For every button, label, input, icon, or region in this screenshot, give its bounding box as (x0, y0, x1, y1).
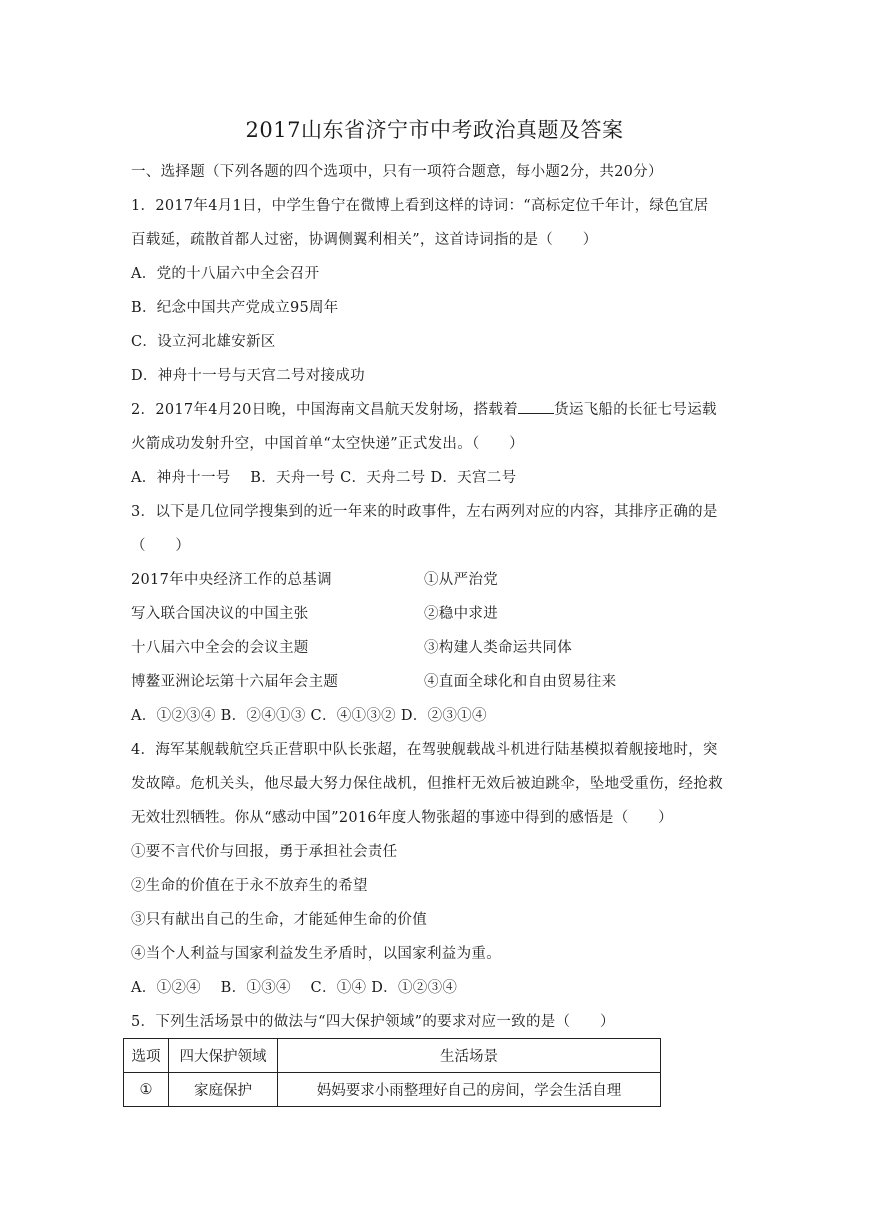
q3-pair-right: ①从严治党 (424, 572, 498, 588)
q4-options: A．①②④ B．①③④ C．①④ D．①②③④ (131, 980, 458, 996)
q3-pair-row (131, 602, 309, 623)
page-title: 2017山东省济宁市中考政治真题及答案 (245, 118, 624, 142)
q3-pair-row (131, 670, 338, 691)
q4-stem-line3: 无效壮烈牺牲。你从“感动中国”2016年度人物张超的事迹中得到的感悟是（ ） (131, 810, 673, 826)
q4-statement-1: ①要不言代价与回报，勇于承担社会责任 (131, 844, 398, 860)
table-cell: ① (124, 1073, 169, 1107)
q3-pair-left: 博鳌亚洲论坛第十六届年会主题 (131, 674, 339, 690)
q3-pair-right: ③构建人类命运共同体 (424, 640, 572, 656)
answer-blank (518, 401, 554, 414)
q4-stem-line1: 4．海军某舰载航空兵正营职中队长张超，在驾驶舰载战斗机进行陆基模拟着舰接地时，突 (131, 742, 718, 758)
q1-option-a: A．党的十八届六中全会召开 (131, 266, 320, 282)
table-header: 选项 (124, 1039, 169, 1073)
q1-option-c: C．设立河北雄安新区 (131, 334, 276, 350)
q3-pair-row (131, 568, 332, 589)
q2-stem-part2: 货运飞船的长征七号运载 (554, 402, 717, 418)
table-header-row (124, 1039, 661, 1073)
q4-statement-4: ④当个人利益与国家利益发生矛盾时，以国家利益为重。 (131, 946, 501, 962)
q3-pair-right: ④直面全球化和自由贸易往来 (424, 674, 617, 690)
q3-pair-left: 写入联合国决议的中国主张 (131, 606, 309, 622)
q5-stem: 5．下列生活场景中的做法与“四大保护领域”的要求对应一致的是（ ） (131, 1014, 615, 1030)
q1-option-b: B．纪念中国共产党成立95周年 (131, 300, 339, 316)
q4-stem-line2: 发故障。危机关头，他尽最大努力保住战机，但推杆无效后被迫跳伞，坠地受重伤，经抢救 (131, 776, 723, 792)
q3-pair-left: 十八届六中全会的会议主题 (131, 640, 309, 656)
table-cell: 家庭保护 (169, 1073, 278, 1107)
q3-stem-line2: （ ） (131, 538, 191, 554)
q3-pair-left: 2017年中央经济工作的总基调 (131, 572, 332, 588)
table-header: 四大保护领域 (169, 1039, 278, 1073)
q1-stem-line2: 百载延，疏散首都人过密，协调侧翼利相关”，这首诗词指的是（ ） (131, 232, 598, 248)
q4-statement-2: ②生命的价值在于永不放弃生的希望 (131, 878, 368, 894)
q4-statement-3: ③只有献出自己的生命，才能延伸生命的价值 (131, 912, 427, 928)
q5-table (123, 1038, 661, 1107)
q2-stem-part1: 2．2017年4月20日晚，中国海南文昌航天发射场，搭载着 (131, 402, 519, 418)
section-heading: 一、选择题（下列各题的四个选项中，只有一项符合题意，每小题2分，共20分） (131, 164, 663, 180)
table-header: 生活场景 (278, 1039, 661, 1073)
q3-pair-right: ②稳中求进 (424, 606, 498, 622)
q2-stem-line2: 火箭成功发射升空，中国首单“太空快递”正式发出。（ ） (131, 436, 524, 452)
table-row (124, 1073, 661, 1107)
q2-options: A．神舟十一号 B．天舟一号 C．天舟二号 D．天宫二号 (131, 470, 517, 486)
q3-options: A．①②③④ B．②④①③ C．④①③② D．②③①④ (131, 708, 487, 724)
q1-stem-line1: 1．2017年4月1日，中学生鲁宁在微博上看到这样的诗词：“高标定位千年计，绿色宜居 (131, 198, 709, 214)
q3-pair-row (131, 636, 309, 657)
q2-stem-line1 (131, 398, 717, 419)
q3-stem-line1: 3．以下是几位同学搜集到的近一年来的时政事件，左右两列对应的内容，其排序正确的是 (131, 504, 718, 520)
q1-option-d: D．神舟十一号与天宫二号对接成功 (131, 368, 365, 384)
table-cell: 妈妈要求小雨整理好自己的房间，学会生活自理 (278, 1073, 661, 1107)
